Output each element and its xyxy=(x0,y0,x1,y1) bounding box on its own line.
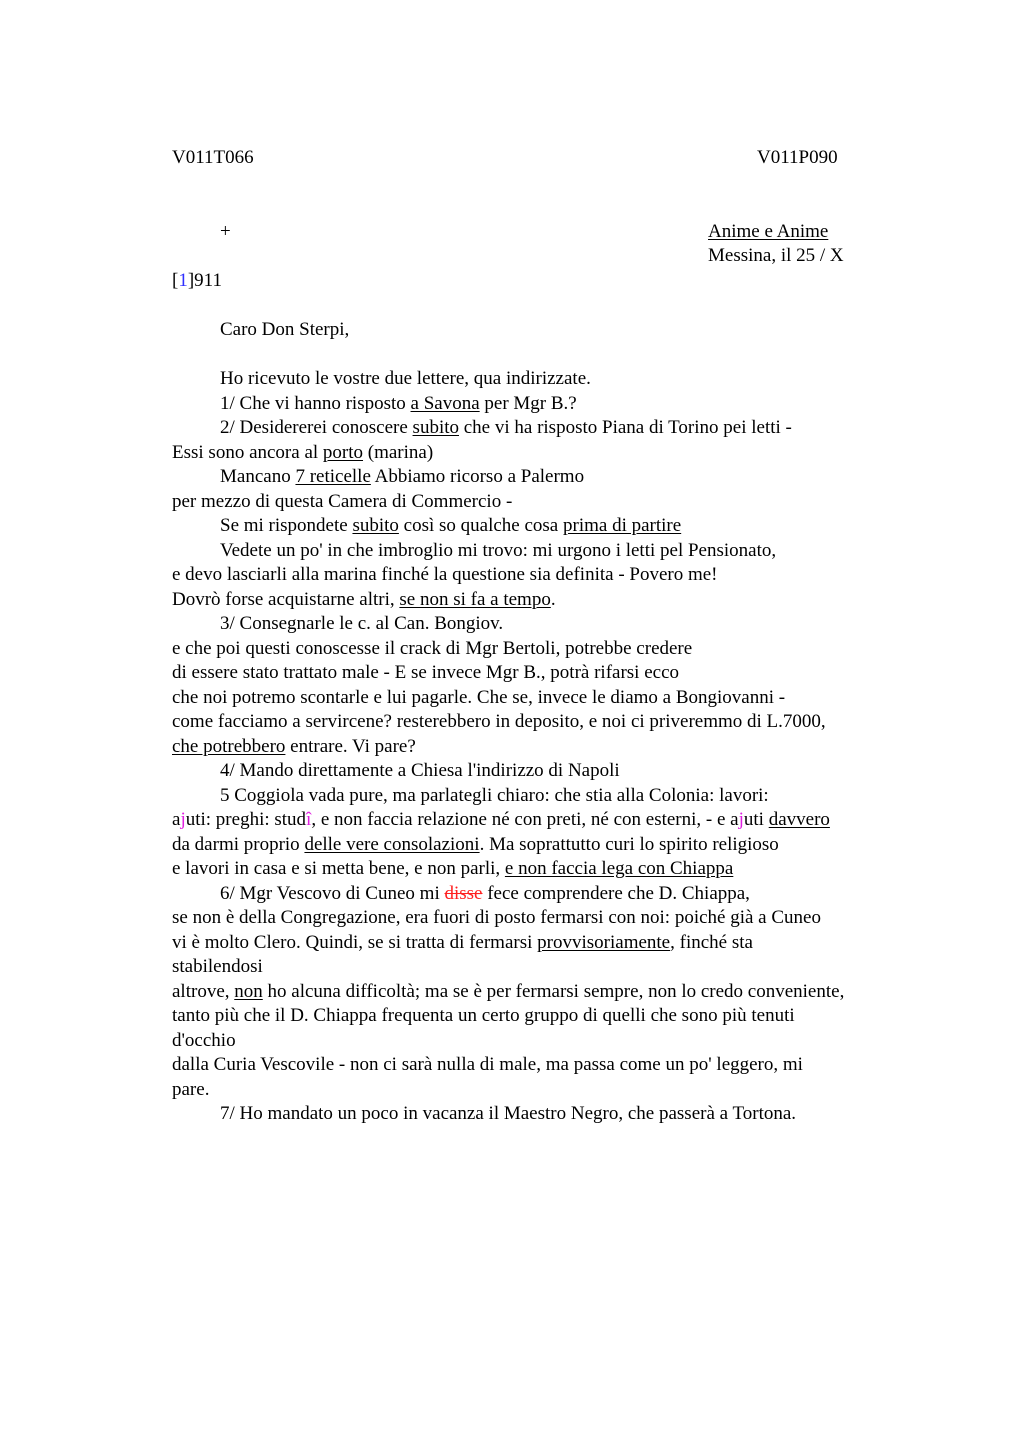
deleted-word: disse xyxy=(444,882,483,904)
text-run: così so qualche cosa xyxy=(398,515,563,536)
letter-line xyxy=(172,882,912,907)
underlined-text: prima di partire xyxy=(563,515,682,536)
text-run: Mancano xyxy=(220,466,296,487)
letter-line: tanto più che il D. Chiappa frequenta un certo gruppo di quelli che sono più tenuti xyxy=(172,1005,795,1026)
underlined-text: a Savona xyxy=(410,392,480,414)
text-run: 2/ Desidererei conoscere xyxy=(220,417,413,438)
year-rest: 911 xyxy=(194,270,222,291)
document-code-right: V011P090 xyxy=(757,147,838,168)
year-bracket-close: ] xyxy=(187,270,195,291)
text-run: altrove, xyxy=(172,980,235,1002)
text-run: . xyxy=(550,588,556,610)
text-run: , e non faccia relazione né con preti, né con esterni, - e a xyxy=(311,809,739,830)
year-bracket-open: [ xyxy=(172,270,179,291)
letter-line: 5 Coggiola vada pure, ma parlategli chiaro: che stia alla Colonia: lavori: xyxy=(220,784,769,806)
cross-mark: + xyxy=(220,221,231,242)
underlined-text: se non si fa a tempo xyxy=(399,588,551,610)
letter-line: come facciamo a servircene? resterebbero in deposito, e noi ci priveremmo di L.7000, xyxy=(172,711,826,732)
text-run: 1/ Che vi hanno risposto xyxy=(220,392,411,414)
text-run: Se mi rispondete xyxy=(220,515,353,536)
underlined-text: delle vere consolazioni xyxy=(304,833,480,855)
motto-text: Anime e Anime xyxy=(708,221,829,242)
letter-line xyxy=(172,392,912,417)
underlined-text: subito xyxy=(412,417,459,438)
place-date: Messina, il 25 / X xyxy=(708,245,844,266)
editorial-letter: î xyxy=(306,809,312,830)
letter-line xyxy=(172,588,912,613)
year xyxy=(172,269,222,294)
text-run: uti: preghi: stud xyxy=(185,809,307,830)
letter-line: di essere stato trattato male - E se invece Mgr B., potrà rifarsi ecco xyxy=(172,662,679,683)
letter-line: 3/ Consegnarle le c. al Can. Bongiov. xyxy=(220,613,504,634)
editorial-letter: j xyxy=(180,809,186,830)
text-run: Essi sono ancora al xyxy=(172,441,323,463)
text-run: , finché sta xyxy=(670,931,753,953)
editorial-letter: j xyxy=(738,809,744,830)
letter-line: stabilendosi xyxy=(172,956,263,977)
letter-line: se non è della Congregazione, era fuori di posto fermarsi con noi: poiché già a Cuneo xyxy=(172,907,821,928)
motto xyxy=(708,220,828,245)
text-run: uti xyxy=(743,809,769,830)
text-run: da darmi proprio xyxy=(172,833,305,855)
letter-line: d'occhio xyxy=(172,1029,236,1051)
letter-line xyxy=(172,808,912,833)
text-run: a xyxy=(172,809,181,830)
text-run: per Mgr B.? xyxy=(479,392,577,414)
letter-line: per mezzo di questa Camera di Commercio - xyxy=(172,490,513,512)
letter-line: che noi potremo scontarle e lui pagarle. Che se, invece le diamo a Bongiovanni - xyxy=(172,686,786,708)
text-run: (marina) xyxy=(363,441,434,463)
text-run: Dovrò forse acquistarne altri, xyxy=(172,588,400,610)
text-run: 6/ Mgr Vescovo di Cuneo mi xyxy=(220,882,445,904)
text-run: Abbiamo ricorso a Palermo xyxy=(370,466,585,487)
underlined-text: porto xyxy=(322,441,364,463)
text-run: . Ma soprattutto curi lo spirito religioso xyxy=(479,833,779,855)
underlined-text: davvero xyxy=(768,809,830,830)
text-run: ho alcuna difficoltà; ma se è per fermarsi sempre, non lo credo conveniente, xyxy=(262,980,845,1002)
letter-line: 4/ Mando direttamente a Chiesa l'indirizzo di Napoli xyxy=(220,760,620,781)
underlined-text: 7 reticelle xyxy=(295,466,371,487)
letter-line xyxy=(172,857,912,882)
salutation: Caro Don Sterpi, xyxy=(220,319,350,340)
underlined-text: e non faccia lega con Chiappa xyxy=(504,858,734,879)
letter-line xyxy=(172,416,912,441)
letter-body xyxy=(172,367,912,1127)
text-run: fece comprendere che D. Chiappa, xyxy=(482,882,750,904)
letter-line xyxy=(172,465,912,490)
text-run: che vi ha risposto Piana di Torino pei letti - xyxy=(459,417,792,438)
letter-line xyxy=(172,833,912,858)
underlined-text: che potrebbero xyxy=(172,735,286,757)
letter-line: Vedete un po' in che imbroglio mi trovo: mi urgono i letti pel Pensionato, xyxy=(220,539,777,561)
letter-line xyxy=(172,735,912,760)
letter-line: e devo lasciarli alla marina finché la questione sia definita - Povero me! xyxy=(172,564,718,585)
year-restored-digit: 1 xyxy=(178,270,188,291)
letter-line xyxy=(172,441,912,466)
letter-line: pare. xyxy=(172,1078,210,1100)
underlined-text: provvisoriamente xyxy=(537,931,671,953)
letter-line: dalla Curia Vescovile - non ci sarà nulla di male, ma passa come un po' leggero, mi xyxy=(172,1054,803,1075)
underlined-text: non xyxy=(234,980,263,1002)
text-run: vi è molto Clero. Quindi, se si tratta di fermarsi xyxy=(172,931,538,953)
letter-line xyxy=(172,980,912,1005)
letter-line: Ho ricevuto le vostre due lettere, qua indirizzate. xyxy=(220,368,591,389)
document-code-left: V011T066 xyxy=(172,147,254,168)
letter-line: e che poi questi conoscesse il crack di Mgr Bertoli, potrebbe credere xyxy=(172,637,693,659)
letter-line xyxy=(172,514,912,539)
letter-line: 7/ Ho mandato un poco in vacanza il Maestro Negro, che passerà a Tortona. xyxy=(220,1103,797,1124)
text-run: entrare. Vi pare? xyxy=(285,735,416,757)
letter-line xyxy=(172,931,912,956)
text-run: e lavori in casa e si metta bene, e non parli, xyxy=(172,858,505,879)
underlined-text: subito xyxy=(352,515,399,536)
